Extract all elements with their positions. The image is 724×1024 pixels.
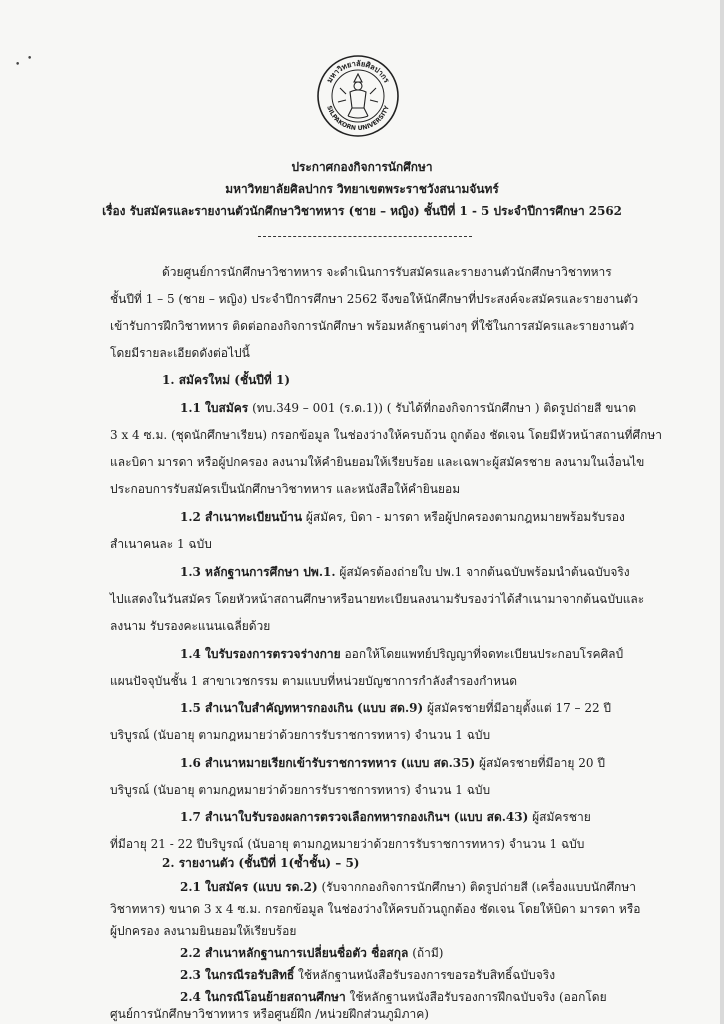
item-1-1: 1.1 ใบสมัคร (ทบ.349 – 001 (ร.ด.1)) ( รับได้ที่กองกิจการนักศึกษา ) ติดรูปถ่ายสี ขนาด [180,401,637,415]
item-1-4-line: แผนปัจจุบันชั้น 1 สาขาเวชกรรม ตามแบบที่หน่วยบัญชาการกำลังสำรองกำหนด [110,674,518,688]
svg-text:SILPAKORN UNIVERSITY: SILPAKORN UNIVERSITY [325,104,391,133]
item-1-3: 1.3 หลักฐานการศึกษา ปพ.1. ผู้สมัครต้องถ่ายใบ ปพ.1 จากต้นฉบับพร้อมนำต้นฉบับจริง [180,565,630,579]
item-2-1: 2.1 ใบสมัคร (แบบ รด.2) (รับจากกองกิจการนักศึกษา) ติดรูปถ่ายสี (เครื่องแบบนักศึกษา [180,880,636,894]
announcement-subject: เรื่อง รับสมัครและรายงานตัวนักศึกษาวิชาทหาร (ชาย – หญิง) ชั้นปีที่ 1 - 5 ประจำปีการศึกษา 2562 [102,204,622,218]
svg-text:มหาวิทยาลัยศิลปากร: มหาวิทยาลัยศิลปากร [324,58,392,85]
item-2-1-line: วิชาทหาร) ขนาด 3 x 4 ซ.ม. กรอกข้อมูล ในช่องว่างให้ครบถ้วนถูกต้อง ชัดเจน โดยให้บิดา มารดา หรือ [110,902,641,916]
intro-line: ชั้นปีที่ 1 – 5 (ชาย – หญิง) ประจำปีการศึกษา 2562 จึงขอให้นักศึกษาที่ประสงค์จะสมัครและรายงานตัว [110,292,639,306]
announcement-issuer: ประกาศกองกิจการนักศึกษา [291,160,433,174]
item-1-3-line: ไปแสดงในวันสมัคร โดยหัวหน้าสถานศึกษาหรือนายทะเบียนลงนามรับรองว่าได้สำเนามาจากต้นฉบับและ [110,592,645,606]
item-1-7: 1.7 สำเนาใบรับรองผลการตรวจเลือกทหารกองเกินฯ (แบบ สด.43) ผู้สมัครชาย [180,810,591,824]
intro-line: โดยมีรายละเอียดดังต่อไปนี้ [110,346,250,360]
university-seal-icon [316,54,400,138]
item-1-2-line: สำเนาคนละ 1 ฉบับ [110,537,212,551]
item-2-3: 2.3 ในกรณีรอรับสิทธิ์ ใช้หลักฐานหนังสือรับรองการขอรอรับสิทธิ์ฉบับจริง [180,968,556,982]
item-2-1-line: ผู้ปกครอง ลงนามยินยอมให้เรียบร้อย [110,924,297,938]
item-1-7-line: ที่มีอายุ 21 - 22 ปีบริบูรณ์ (นับอายุ ตามกฎหมายว่าด้วยการรับราชการทหาร) จำนวน 1 ฉบับ [110,837,585,851]
item-1-1-line: และบิดา มารดา หรือผู้ปกครอง ลงนามให้คำยินยอมให้เรียบร้อย และเฉพาะผู้สมัครชาย ลงนามในเงื่อนไข [110,455,645,469]
item-1-5: 1.5 สำเนาใบสำคัญทหารกองเกิน (แบบ สด.9) ผู้สมัครชายที่มีอายุตั้งแต่ 17 – 22 ปี [180,701,612,715]
item-1-1-line: 3 x 4 ซ.ม. (ชุดนักศึกษาเรียน) กรอกข้อมูล ในช่องว่างให้ครบถ้วน ถูกต้อง ชัดเจน โดยมีหัวหน้าสถานที่ศึกษา [110,428,662,442]
item-1-4: 1.4 ใบรับรองการตรวจร่างกาย ออกให้โดยแพทย์ปริญญาที่จดทะเบียนประกอบโรคศิลป์ [180,647,624,661]
scan-speck: • [15,60,21,70]
intro-line: ด้วยศูนย์การนักศึกษาวิชาทหาร จะดำเนินการรับสมัครและรายงานตัวนักศึกษาวิชาทหาร [162,265,612,279]
item-1-3-line: ลงนาม รับรองคะแนนเฉลี่ยด้วย [110,619,271,633]
item-2-4-line: ศูนย์การนักศึกษาวิชาทหาร หรือศูนย์ฝึก /หน่วยฝึกส่วนภูมิภาค) [110,1007,429,1021]
scan-speck: • [27,54,33,64]
intro-line: เข้ารับการฝึกวิชาทหาร ติดต่อกองกิจการนักศึกษา พร้อมหลักฐานต่างๆ ที่ใช้ในการสมัครและรายงานตัว [110,319,635,333]
section-1-title: 1. สมัครใหม่ (ชั้นปีที่ 1) [162,373,291,387]
scan-edge [720,0,724,1024]
item-1-1-line: ประกอบการรับสมัครเป็นนักศึกษาวิชาทหาร และหนังสือให้คำยินยอม [110,482,461,496]
item-1-6: 1.6 สำเนาหมายเรียกเข้ารับราชการทหาร (แบบ สด.35) ผู้สมัครชายที่มีอายุ 20 ปี [180,756,605,770]
item-1-6-line: บริบูรณ์ (นับอายุ ตามกฎหมายว่าด้วยการรับราชการทหาร) จำนวน 1 ฉบับ [110,783,491,797]
item-1-5-line: บริบูรณ์ (นับอายุ ตามกฎหมายว่าด้วยการรับราชการทหาร) จำนวน 1 ฉบับ [110,728,491,742]
item-1-2: 1.2 สำเนาทะเบียนบ้าน ผู้สมัคร, บิดา - มารดา หรือผู้ปกครองตามกฎหมายพร้อมรับรอง [180,510,625,524]
item-2-4: 2.4 ในกรณีโอนย้ายสถานศึกษา ใช้หลักฐานหนังสือรับรองการฝึกฉบับจริง (ออกโดย [180,990,607,1004]
header-divider [258,236,472,237]
section-2-title: 2. รายงานตัว (ชั้นปีที่ 1(ซ้ำชั้น) – 5) [162,856,360,870]
university-campus: มหาวิทยาลัยศิลปากร วิทยาเขตพระราชวังสนามจันทร์ [225,182,499,196]
item-2-2: 2.2 สำเนาหลักฐานการเปลี่ยนชื่อตัว ชื่อสกุล (ถ้ามี) [180,946,444,960]
